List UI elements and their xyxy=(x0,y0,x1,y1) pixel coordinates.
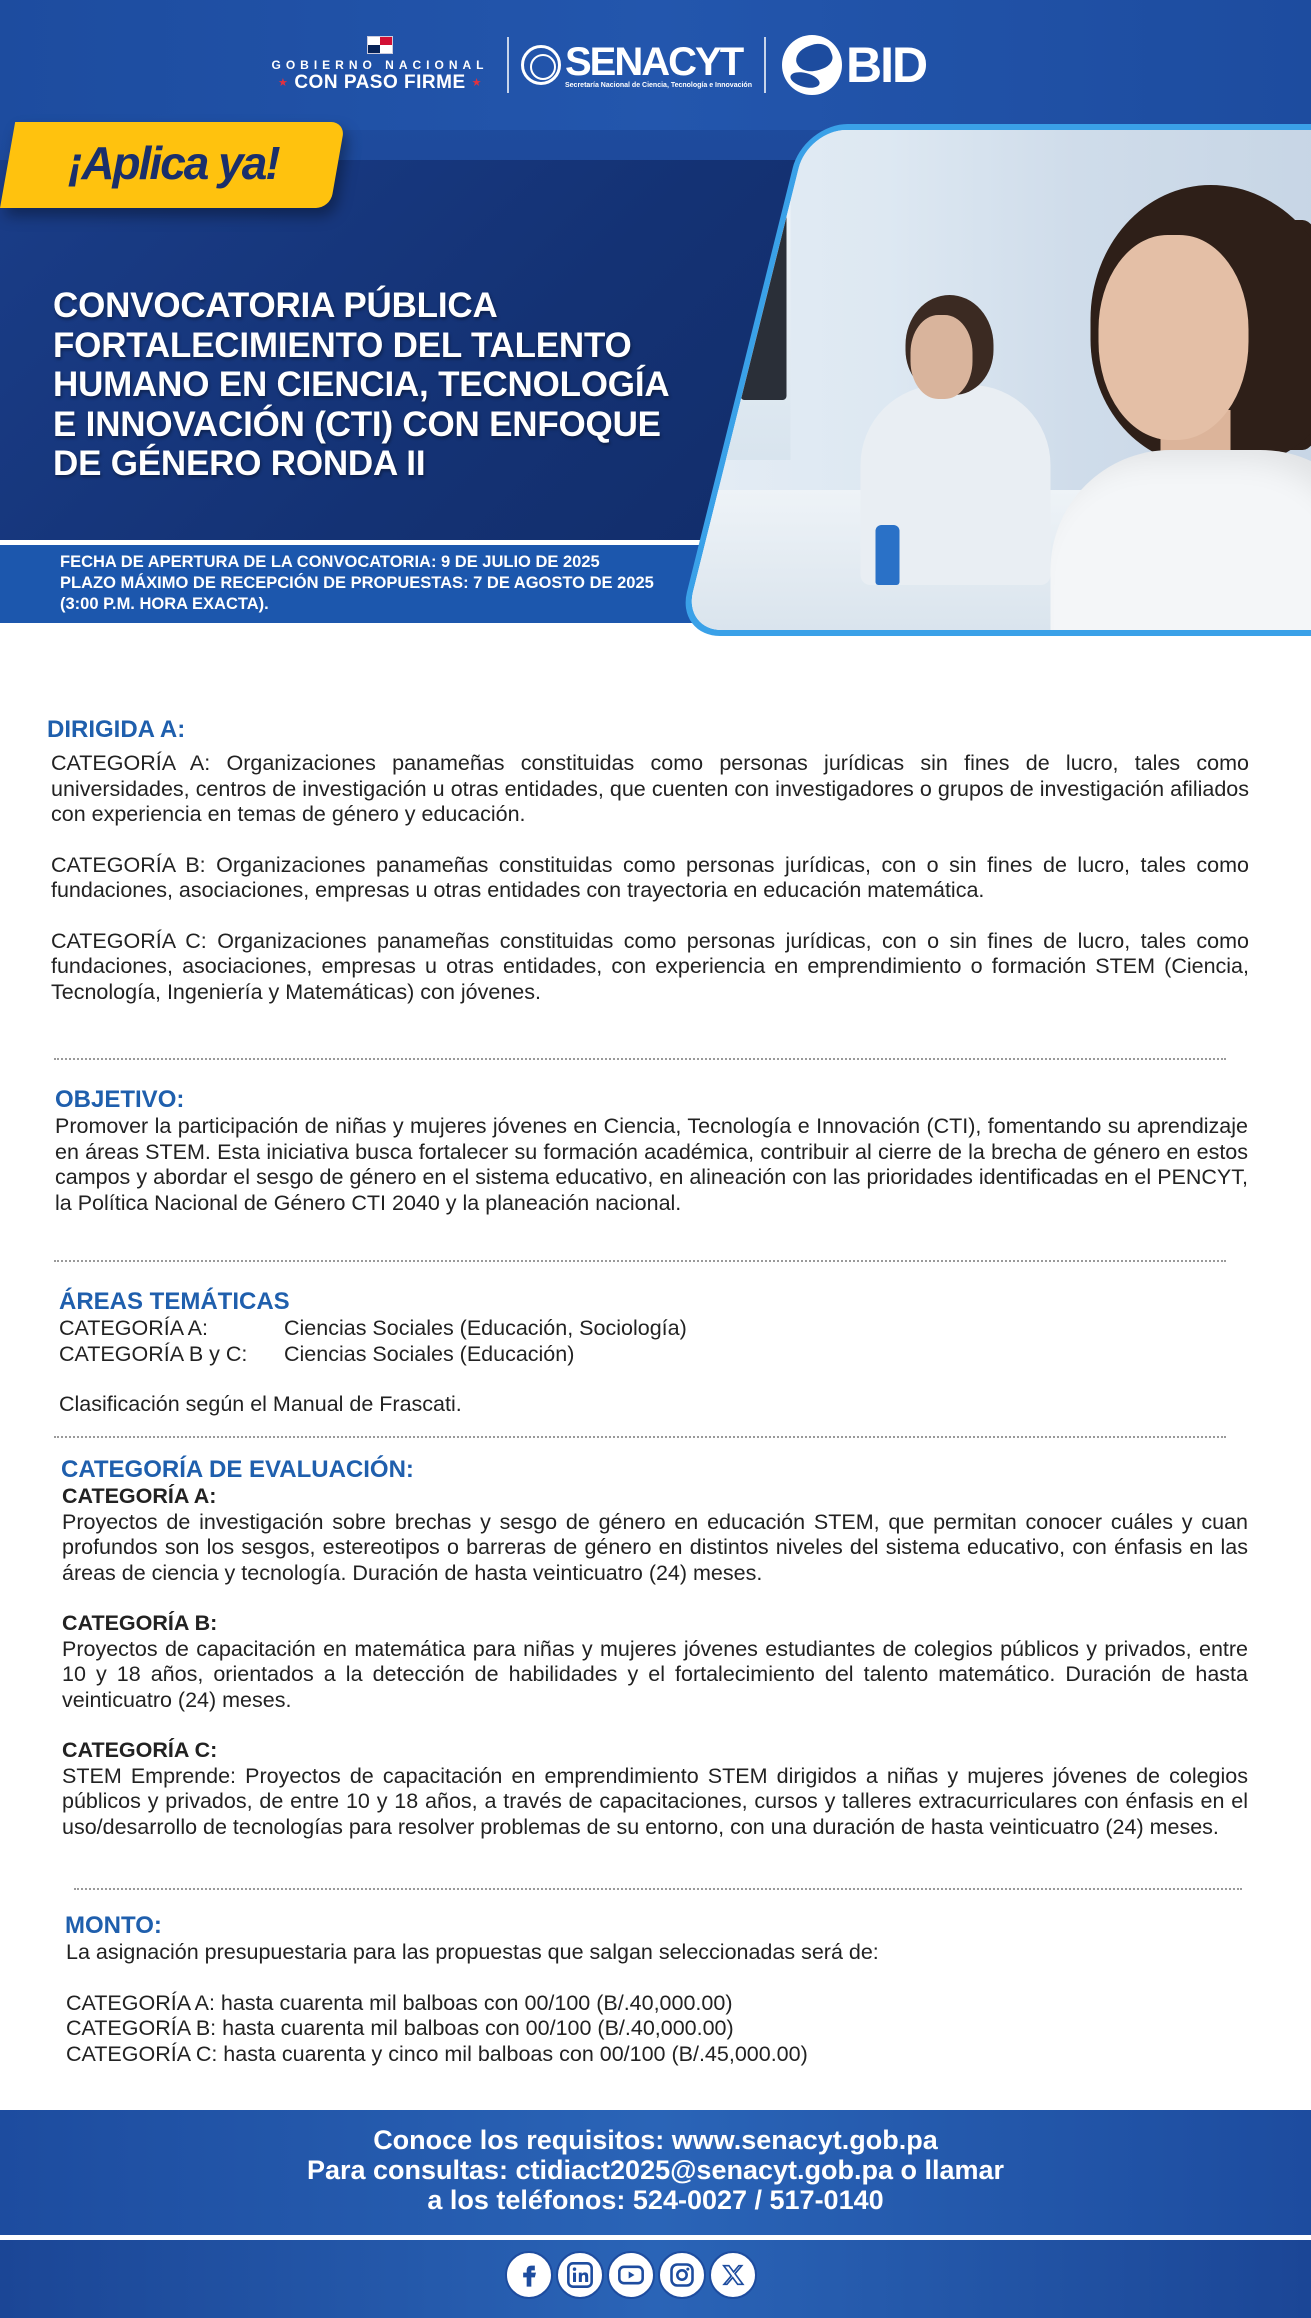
dirigida-list xyxy=(51,751,1249,1005)
objetivo-heading: OBJETIVO: xyxy=(55,1086,185,1113)
opening-date: FECHA DE APERTURA DE LA CONVOCATORIA: 9 DE JULIO DE 2025 xyxy=(60,553,600,571)
x-icon[interactable] xyxy=(709,2251,757,2299)
title-line: HUMANO EN CIENCIA, TECNOLOGÍA xyxy=(53,365,670,404)
divider xyxy=(54,1260,1226,1262)
evaluacion-list xyxy=(62,1484,1248,1840)
footer-email[interactable]: Para consultas: ctidiact2025@senacyt.gob.pa o llamar xyxy=(306,2155,1005,2185)
dates-text xyxy=(60,552,654,615)
social-links xyxy=(505,2251,757,2299)
title-line: CONVOCATORIA PÚBLICA xyxy=(53,286,498,325)
dirigida-item: CATEGORÍA C: Organizaciones panameñas constituidas como personas jurídicas, con o sin fines de lucro, tales como fundaciones, asociaciones, empresas u otras entidades, con experiencia en emprendimiento o formación STEM (Ciencia, Tecnología, Ingeniería y Matemáticas) con jóvenes. xyxy=(51,928,1249,1004)
divider xyxy=(74,1888,1242,1890)
dirigida-item: CATEGORÍA B: Organizaciones panameñas constituidas como personas jurídicas, con o sin fines de lucro, tales como fundaciones, asociaciones, empresas u otras entidades con trayectoria en educación matemática. xyxy=(51,852,1249,902)
monto-line: CATEGORÍA B: hasta cuarenta mil balboas con 00/100 (B/.40,000.00) xyxy=(66,2016,734,2040)
monto-list xyxy=(66,1940,1216,2067)
contact-footer xyxy=(0,2110,1311,2235)
monto-heading: MONTO: xyxy=(65,1912,162,1939)
deadline-time: (3:00 P.M. HORA EXACTA). xyxy=(60,595,269,613)
deadline-date: PLAZO MÁXIMO DE RECEPCIÓN DE PROPUESTAS: 7 DE AGOSTO DE 2025 xyxy=(60,574,654,592)
senacyt-mark-icon xyxy=(521,45,561,85)
evaluacion-text: Proyectos de investigación sobre brechas y sesgo de género en educación STEM, que permitan conocer cuáles y cuan profundos son los sesgos, estereotipos o barreras de género en distintos niveles del sistema educativo, con énfasis en las áreas de ciencia y tecnología. Duración de hasta veinticuatro (24) meses. xyxy=(62,1509,1248,1585)
evaluacion-text: Proyectos de capacitación en matemática para niñas y mujeres jóvenes estudiantes de colegios públicos y privados, entre 10 y 18 años, orientados a la detección de habilidades y el fortalecimiento del talento matemático. Duración de hasta veinticuatro (24) meses. xyxy=(62,1636,1248,1712)
title-line: FORTALECIMIENTO DEL TALENTO xyxy=(53,325,632,365)
area-value: Ciencias Sociales (Educación, Sociología) xyxy=(284,1316,687,1340)
area-category: CATEGORÍA B y C: xyxy=(59,1341,248,1366)
logo-separator xyxy=(764,37,766,93)
bid-globe-icon xyxy=(782,35,842,95)
footer-phones: a los teléfonos: 524-0027 / 517-0140 xyxy=(427,2185,884,2215)
apply-badge-text: ¡Aplica ya! xyxy=(68,137,279,189)
monto-line: CATEGORÍA A: hasta cuarenta mil balboas con 00/100 (B/.40,000.00) xyxy=(66,1990,733,2015)
gobierno-nacional-logo xyxy=(265,36,495,94)
page-title xyxy=(53,286,753,484)
area-row xyxy=(59,1316,1159,1342)
linkedin-icon[interactable] xyxy=(556,2251,604,2299)
divider xyxy=(54,1058,1226,1060)
monto-intro: La asignación presupuestaria para las propuestas que salgan seleccionadas será de: xyxy=(66,1940,879,1964)
logos-row xyxy=(265,30,926,100)
senacyt-name: SENACYT xyxy=(565,39,743,84)
senacyt-logo xyxy=(521,39,752,89)
divider xyxy=(54,1436,1226,1438)
instagram-icon[interactable] xyxy=(658,2251,706,2299)
title-line: E INNOVACIÓN (CTI) CON ENFOQUE xyxy=(53,404,661,444)
monto-line: CATEGORÍA C: hasta cuarenta y cinco mil balboas con 00/100 (B/.45,000.00) xyxy=(66,2041,808,2066)
evaluacion-label: CATEGORÍA C: xyxy=(62,1738,218,1762)
panama-flag-icon xyxy=(367,36,393,54)
title-line: DE GÉNERO RONDA II xyxy=(53,444,426,483)
evaluacion-heading: CATEGORÍA DE EVALUACIÓN: xyxy=(61,1456,414,1483)
gob-line1: GOBIERNO NACIONAL xyxy=(271,58,489,72)
area-row xyxy=(59,1342,1159,1368)
objetivo-text: Promover la participación de niñas y mujeres jóvenes en Ciencia, Tecnología e Innovación (CTI), fomentando su aprendizaje en áreas STEM. Esta iniciativa busca fortalecer su formación académica, contribuir al cierre de la brecha de género en estos campos y abordar el sesgo de género en el sistema educativo, en alineación con las prioridades identificadas en el PENCYT, la Política Nacional de Género CTI 2040 y la planeación nacional. xyxy=(55,1114,1248,1215)
youtube-icon[interactable] xyxy=(607,2251,655,2299)
areas-heading: ÁREAS TEMÁTICAS xyxy=(59,1288,290,1315)
facebook-icon[interactable] xyxy=(505,2251,553,2299)
evaluacion-label: CATEGORÍA A: xyxy=(62,1484,217,1508)
footer-website[interactable]: Conoce los requisitos: www.senacyt.gob.pa xyxy=(373,2125,938,2155)
bid-logo xyxy=(782,35,926,95)
area-value: Ciencias Sociales (Educación) xyxy=(284,1341,575,1366)
area-category: CATEGORÍA A: xyxy=(59,1316,208,1340)
dirigida-heading: DIRIGIDA A: xyxy=(47,716,186,743)
gob-line2: ★ CON PASO FIRME ★ xyxy=(277,72,483,93)
logo-separator xyxy=(507,37,509,93)
header-banner xyxy=(0,0,1311,700)
bid-name: BID xyxy=(846,37,927,93)
dirigida-item: CATEGORÍA A: Organizaciones panameñas constituidas como personas jurídicas sin fines de lucro, tales como universidades, centros de investigación u otras entidades, que cuenten con investigadores o grupos de investigación afiliados con experiencia en temas de género y educación. xyxy=(51,751,1249,826)
areas-list xyxy=(59,1316,1159,1418)
areas-note: Clasificación según el Manual de Frascati. xyxy=(59,1392,462,1416)
evaluacion-text: STEM Emprende: Proyectos de capacitación en emprendimiento STEM dirigidos a niñas y mujeres jóvenes de colegios públicos y privados, de entre 10 y 18 años, a través de capacitaciones, cursos y talleres extracurriculares con énfasis en el uso/desarrollo de tecnologías para resolver problemas de su entorno, con una duración de hasta veinticuatro (24) meses. xyxy=(62,1763,1248,1839)
senacyt-subtitle: Secretaría Nacional de Ciencia, Tecnología e Innovación xyxy=(565,81,752,89)
evaluacion-label: CATEGORÍA B: xyxy=(62,1611,218,1635)
